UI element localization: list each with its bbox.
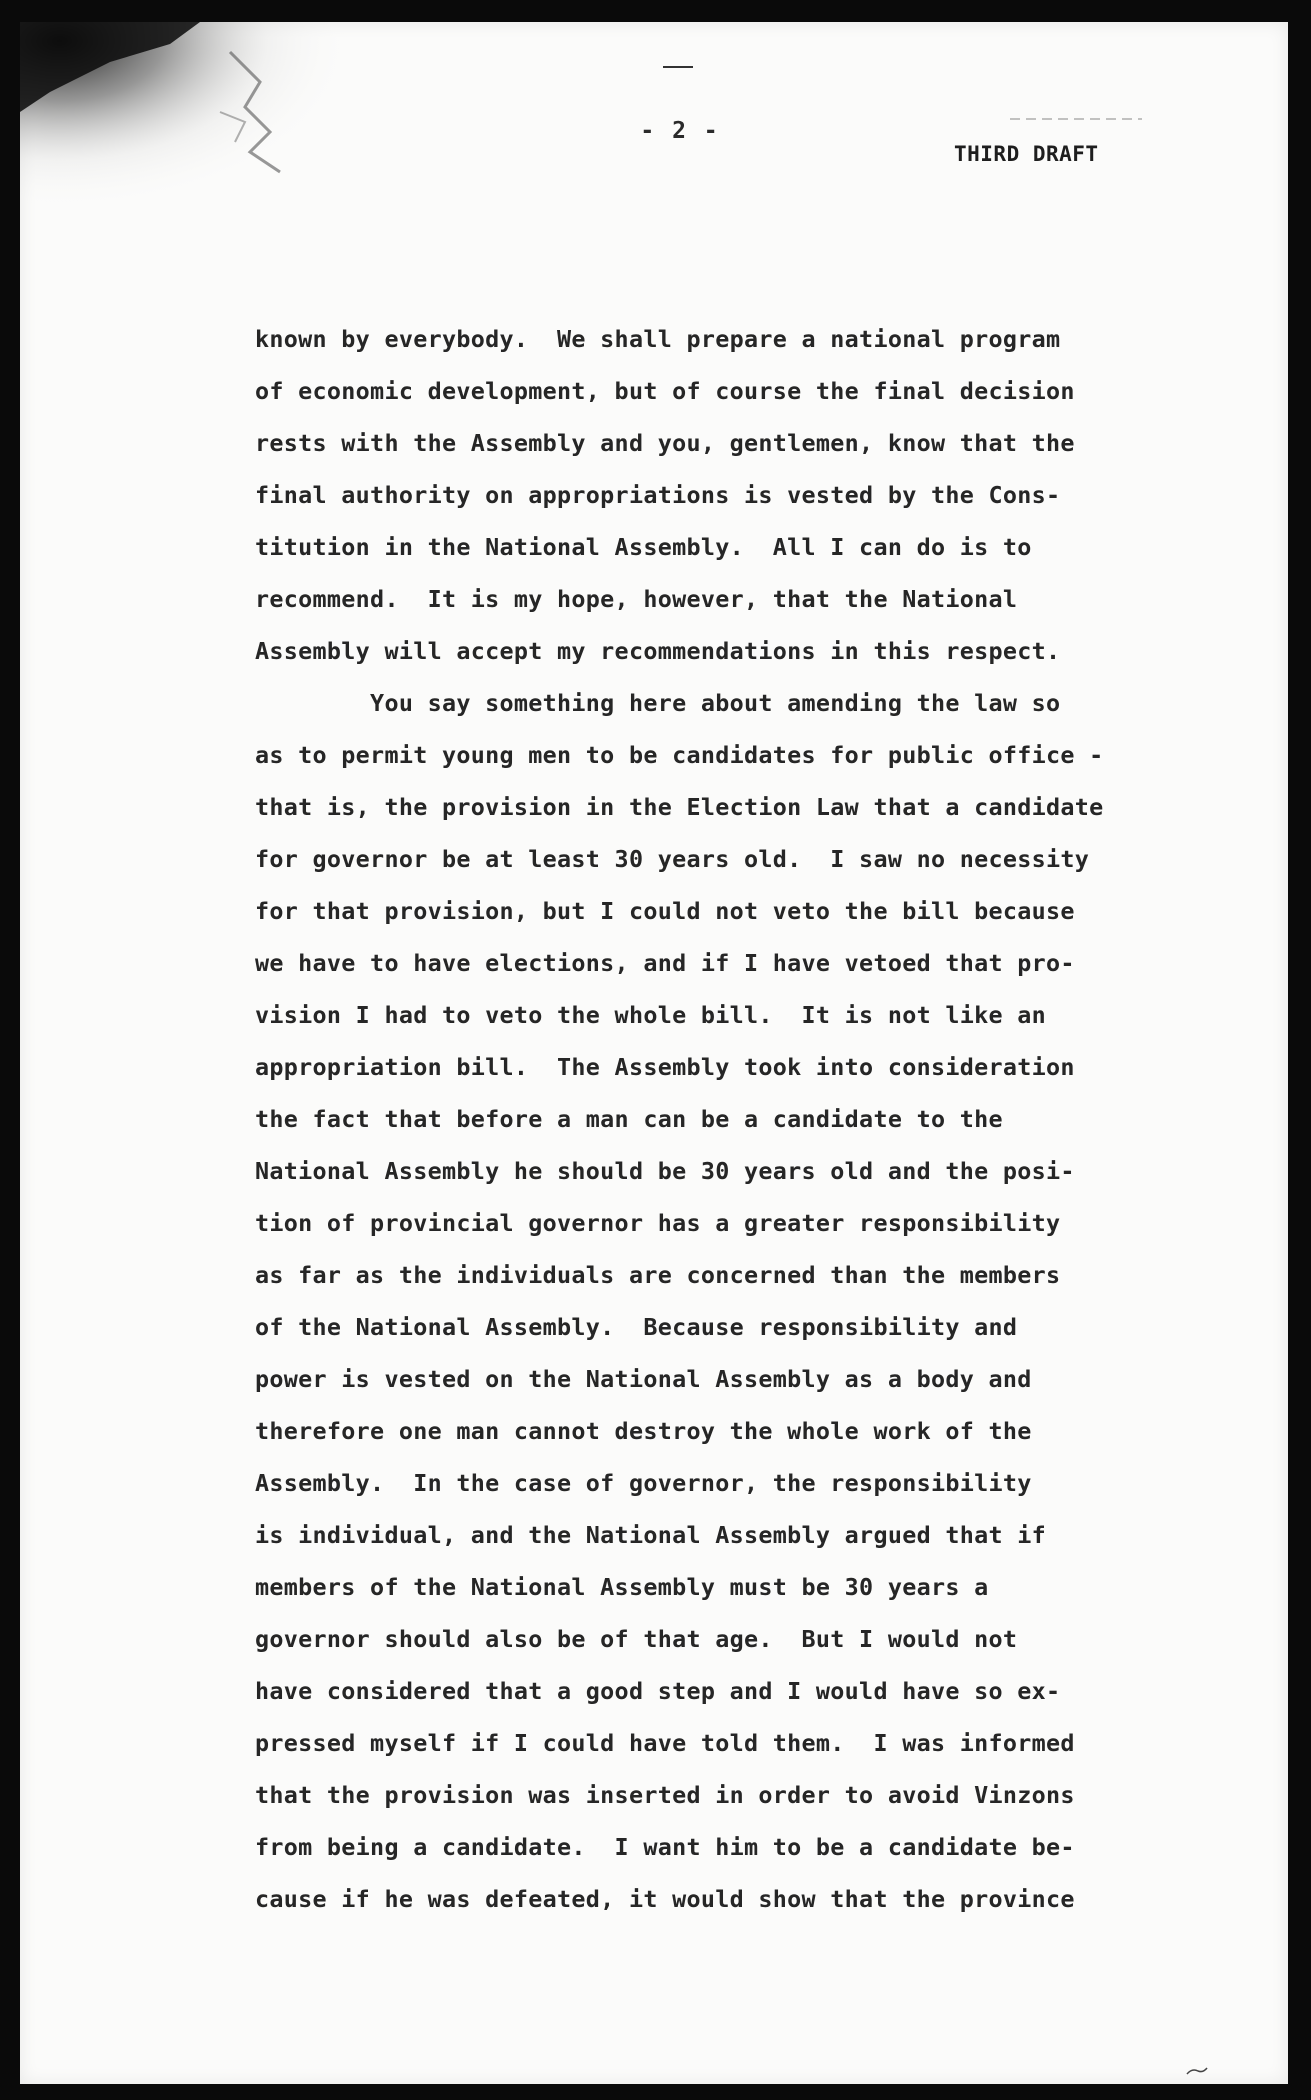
text-line: power is vested on the National Assembly as a body and	[255, 1365, 1032, 1393]
text-line: of economic development, but of course the final decision	[255, 377, 1075, 405]
corner-pencil-mark	[1186, 2066, 1208, 2076]
text-line: is individual, and the National Assembly argued that if	[255, 1521, 1047, 1549]
text-line: therefore one man cannot destroy the whole work of the	[255, 1417, 1032, 1445]
text-line: governor should also be of that age. But I would not	[255, 1625, 1018, 1653]
text-line: from being a candidate. I want him to be a candidate be-	[255, 1833, 1075, 1861]
text-line: that is, the provision in the Election Law that a candidate	[255, 793, 1104, 821]
text-line: known by everybody. We shall prepare a national program	[255, 325, 1061, 353]
text-line: titution in the National Assembly. All I can do is to	[255, 533, 1032, 561]
text-line: National Assembly he should be 30 years old and the posi-	[255, 1157, 1075, 1185]
text-line: of the National Assembly. Because responsibility and	[255, 1313, 1018, 1341]
text-line: You say something here about amending the law so	[255, 689, 1061, 717]
page-number: - 2 -	[640, 118, 720, 144]
draft-label: THIRD DRAFT	[954, 142, 1099, 166]
text-line: Assembly will accept my recommendations in this respect.	[255, 637, 1061, 665]
draft-rule-mark	[1010, 118, 1142, 120]
text-line: members of the National Assembly must be 30 years a	[255, 1573, 989, 1601]
paper-damage-stain	[20, 22, 350, 212]
text-line: appropriation bill. The Assembly took into consideration	[255, 1053, 1075, 1081]
text-line: we have to have elections, and if I have vetoed that pro-	[255, 949, 1075, 977]
top-dash-mark	[663, 66, 693, 68]
text-line: rests with the Assembly and you, gentlemen, know that the	[255, 429, 1075, 457]
text-line: for that provision, but I could not veto the bill because	[255, 897, 1075, 925]
text-line: cause if he was defeated, it would show that the province	[255, 1885, 1075, 1913]
text-line: for governor be at least 30 years old. I saw no necessity	[255, 845, 1090, 873]
text-line: tion of provincial governor has a greater responsibility	[255, 1209, 1061, 1237]
text-line: as far as the individuals are concerned than the members	[255, 1261, 1061, 1289]
text-line: have considered that a good step and I would have so ex-	[255, 1677, 1061, 1705]
text-line: vision I had to veto the whole bill. It is not like an	[255, 1001, 1047, 1029]
text-line: recommend. It is my hope, however, that the National	[255, 585, 1018, 613]
text-line: Assembly. In the case of governor, the responsibility	[255, 1469, 1032, 1497]
document-page	[20, 22, 1288, 2084]
text-line: the fact that before a man can be a candidate to the	[255, 1105, 1003, 1133]
text-line: pressed myself if I could have told them. I was informed	[255, 1729, 1075, 1757]
text-line: as to permit young men to be candidates for public office -	[255, 741, 1104, 769]
text-line: that the provision was inserted in order to avoid Vinzons	[255, 1781, 1075, 1809]
text-line: final authority on appropriations is vested by the Cons-	[255, 481, 1061, 509]
